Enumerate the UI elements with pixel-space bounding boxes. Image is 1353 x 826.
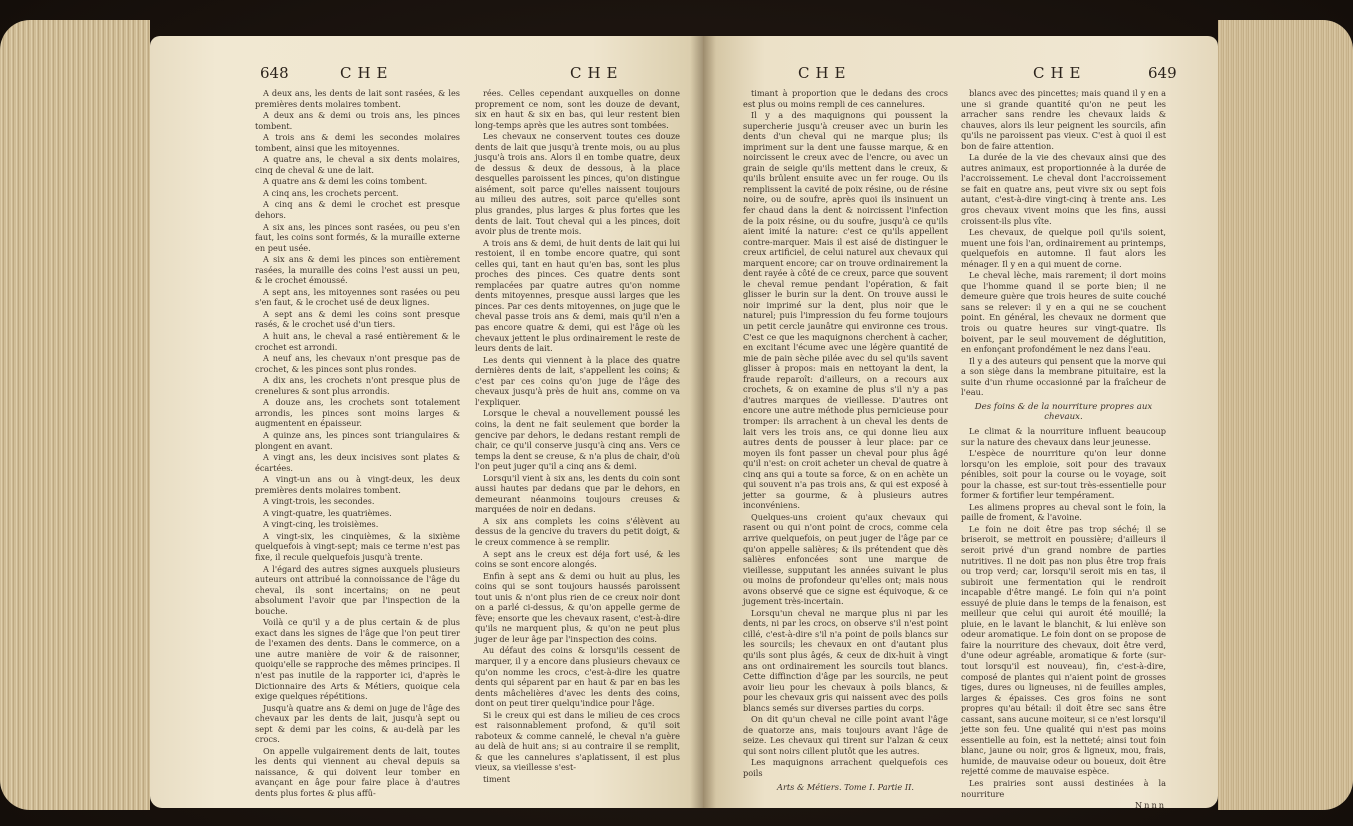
paragraph: La durée de la vie des chevaux ainsi que des autres animaux, est proportionnée à la durée de l'accroissement. Le cheval dont l'accroissement se fait en quatre ans, peut vivre six ou sept fois autant, c'est-à-dire vingt-cinq à trente ans. Les gros chevaux vivent moins que les fins, aussi croissent-ils plus vîte. (961, 152, 1166, 226)
paragraph: A vingt-six, les cinquièmes, & la sixième quelquefois à vingt-sept; mais ce terme n'est pas fixe, il recule quelquefois jusqu'à trente. (255, 530, 460, 562)
paragraph: A trois ans & demi les secondes molaires tombent, ainsi que les mitoyennes. (255, 132, 460, 153)
paragraph: Nnnn (1135, 800, 1166, 808)
paragraph: A vingt-trois, les secondes. (263, 496, 375, 507)
page-number-right: 649 (1148, 64, 1177, 82)
paragraph: A vingt-quatre, les quatrièmes. (263, 507, 392, 518)
running-header-left-2: CHE (570, 64, 624, 82)
paragraph: Les chevaux, de quelque poil qu'ils soient, muent une fois l'an, ordinairement au printemps, quelquefois en automne. Il faut alors les ménager. Il y en a qui muent de corne. (961, 227, 1166, 269)
paragraph: Les maquignons arrachent quelquefois ces poils (743, 757, 948, 778)
paragraph: A cinq ans & demi le crochet est presque dehors. (255, 199, 460, 221)
paragraph: A dix ans, les crochets n'ont presque plus de crenelures & sont plus arrondis. (255, 375, 460, 396)
running-header-left-1: CHE (340, 64, 394, 82)
book-edge-left (0, 20, 150, 810)
text-column (961, 88, 1166, 808)
paragraph: rées. Celles cependant auxquelles on donne proprement ce nom, sont les douze de devant, six en haut & six en bas, qui leur restent bien long-temps après que les autres sont tombées. (475, 88, 680, 130)
paragraph: Lorsque le cheval a nouvellement poussé les coins, la dent ne fait seulement que border la gencive par dehors, le dedans restant rempli de chair, ce qu'il conserve jusqu'à cinq ans. Vers ce temps la dent se creuse, & n'a plus de chair, d'où l'on peut juger qu'il a cinq ans & demi. (475, 408, 680, 472)
paragraph: Le cheval lèche, mais rarement; il dort moins que l'homme quand il se porte bien; il ne demeure guère que trois heures de suite couché sans se relever: il y en a qui ne se couchent point. En général, les chevaux ne dorment que trois ou quatre heures sur vingt-quatre. Ils boivent, par le seul mouvement de déglutition, en enfonçant profondément le nez dans l'eau. (961, 270, 1166, 355)
paragraph: A neuf ans, les chevaux n'ont presque pas de crochet, & les pinces sont plus rondes. (255, 353, 460, 374)
paragraph: Les prairies sont aussi destinées à la nourriture (961, 778, 1166, 799)
paragraph: blancs avec des pincettes; mais quand il y en a une si grande quantité qu'on ne peut les arracher sans rendre les chevaux laids & chauves, alors ils leur peignent les sourcils, afin qu'ils ne paroissent pas vieux. C'est à quoi il est bon de faire attention. (961, 88, 1166, 151)
paragraph: A six ans & demi les pinces son entièrement rasées, la muraille des coins l'est aussi un peu, & le crochet émoussé. (255, 254, 460, 286)
paragraph: A sept ans & demi les coins sont presque rasés, & le crochet usé d'un tiers. (255, 308, 460, 330)
paragraph: Les dents qui viennent à la place des quatre dernières dents de lait, s'appellent les coins; & c'est par ces coins qu'on juge de l'âge des chevaux jusqu'à près de huit ans, comme on va l'expliquer. (475, 354, 680, 407)
paragraph: A douze ans, les crochets sont totalement arrondis, les pinces sont moins larges & augmentent en épaisseur. (255, 397, 460, 429)
text-column (475, 88, 680, 786)
paragraph: A trois ans & demi, de huit dents de lait qui lui restoient, il en tombe encore quatre, qui sont celles qui, tant en haut qu'en bas, sont les plus proches des pinces. Ces quatre dents sont remplacées par quatre autres qu'on nomme dents mitoyennes, presque aussi larges que les pinces. Par ces dents mitoyennes, on juge que le cheval passe trois ans & demi, mais qu'il n'en a pas encore quatre & demi, qui est l'âge où les chevaux jettent le plus ordinairement le reste de leurs dents de lait. (475, 237, 680, 354)
paragraph: A deux ans, les dents de lait sont rasées, & les premières dents molaires tombent. (255, 88, 460, 109)
book-edge-right (1218, 20, 1353, 810)
paragraph: On dit qu'un cheval ne cille point avant l'âge de quatorze ans, mais toujours avant l'âge de seize. Les chevaux qui tirent sur l'alzan & ceux qui sont noirs cillent plutôt que les autres. (743, 714, 948, 756)
paragraph: A six ans, les pinces sont rasées, ou peu s'en faut, les coins sont formés, & la muraille externe en peut usée. (255, 221, 460, 253)
paragraph: Au défaut des coins & lorsqu'ils cessent de marquer, il y a encore dans plusieurs chevaux ce qu'on nomme les crocs, c'est-à-dire les quatre dents qui séparent par en haut & par en bas les dents mâchelières d'avec les dents des coins, dont on peut tirer quelqu'indice pour l'âge. (475, 645, 680, 709)
page-number-left: 648 (260, 64, 289, 82)
paragraph: Les chevaux ne conservent toutes ces douze dents de lait que jusqu'à trente mois, ou au plus jusqu'à trois ans. Alors il en tombe quatre, deux de dessus & deux de dessous, à la place desquelles paroissent les pinces, qu'on distingue aisément, soit parce qu'elles naissent toujours au milieu des autres, soit parce qu'elles sont plus grandes, plus larges & plus fortes que les dents de lait. Tout cheval qui a les pinces, doit avoir plus de trente mois. (475, 131, 680, 237)
paragraph: A sept ans, les mitoyennes sont rasées ou peu s'en faut, & le crochet usé de deux lignes. (255, 286, 460, 308)
paragraph: A vingt-un ans ou à vingt-deux, les deux premières dents molaires tombent. (255, 474, 460, 495)
paragraph: Enfin à sept ans & demi ou huit au plus, les coins qui se sont toujours haussés paroissent tout unis & n'ont plus rien de ce creux noir dont on a parlé ci-dessus, & qu'on appelle germe de fève; ensorte que les chevaux rasent, c'est-à-dire qu'ils ne marquent plus, & qu'on ne peut plus juger de leur âge par l'inspection des coins. (475, 570, 680, 644)
paragraph: A six ans complets les coins s'élèvent au dessus de la gencive du travers du petit doigt, & le creux commence à se remplir. (475, 515, 680, 547)
text-column (743, 88, 948, 793)
paragraph: L'espèce de nourriture qu'on leur donne lorsqu'on les emploie, soit pour des travaux pénibles, soit pour la course ou le voyage, soit pour la chasse, est sur-tout très-essentielle pour former & fortifier leur tempérament. (961, 448, 1166, 501)
paragraph: Lorsqu'il vient à six ans, les dents du coin sont aussi hautes par dedans que par le dehors, en demeurant néanmoins toujours creuses & marquées de noir en dedans. (475, 472, 680, 515)
paragraph: timent (483, 774, 511, 784)
paragraph: Des foins & de la nourriture propres aux chevaux. (974, 401, 1153, 423)
paragraph: Si le creux qui est dans le milieu de ces crocs est raisonnablement profond, & qu'il soit raboteux & comme cannelé, le cheval n'a guère au delà de huit ans; si au contraire il se remplit, & que les cannelures s'aplatissent, il est plus vieux, sa vieillesse s'est- (475, 709, 680, 773)
paragraph: A vingt-cinq, les troisièmes. (263, 519, 379, 530)
book-gutter (690, 36, 716, 808)
paragraph: A quinze ans, les pinces sont triangulaires & plongent en avant. (255, 429, 460, 451)
paragraph: Il y a des auteurs qui pensent que la morve qui a son siège dans la membrane pituitaire, est la suite d'un rhume occasionné par la fraîcheur de l'eau. (961, 355, 1166, 398)
running-header-right-2: CHE (1033, 64, 1087, 82)
paragraph: A quatre ans & demi les coins tombent. (263, 176, 428, 187)
paragraph: Lorsqu'un cheval ne marque plus ni par les dents, ni par les crocs, on observe s'il n'est point cillé, c'est-à-dire s'il n'a point de poils blancs sur les sourcils; les chevaux en ont d'autant plus qu'ils sont plus âgés, & ceux de dix-huit à vingt ans ont ordinairement les sourcils tout blancs. Cette diffinction d'âge par les sourcils, ne peut avoir lieu pour les chevaux à poils blancs, & pour les chevaux gris qui naissent avec des poils blancs semés sur diverses parties du corps. (743, 607, 948, 713)
text-column (255, 88, 460, 800)
paragraph: Il y a des maquignons qui poussent la supercherie jusqu'à creuser avec un burin les dents d'un cheval qui ne marque plus; ils impriment sur la dent une fausse marque, & en noircissent le creux avec de l'encre, ou avec un grain de seigle qu'ils mettent dans le creux, & qu'ils brûlent ensuite avec un fer rouge. Ou ils remplissent la cavité de poix résine, ou de résine noire, ou de soufre, après quoi ils insinuent un fer chaud dans la dent & noircissent l'infection de la poix résine, ou du soufre, jusqu'à ce qu'ils aient imité la nature: c'est ce qu'ils appellent contre-marquer. Mais il est aisé de distinguer le creux artificiel, de celui naturel aux chevaux qui marquent encore; car on trouve ordinairement la dent rayée à côté de ce creux, parce que souvent le cheval remue pendant l'opération, & fait glisser le burin sur la dent. On trouve aussi le noir imprimé sur la dent, plus noir que le naturel; puis l'impression du feu forme toujours un petit cercle jaunâtre qui environne ces trous. C'est ce que les maquignons cherchent à cacher, en excitant l'écume avec une légère quantité de mie de pain sèche pilée avec du sel qu'ils savent glisser à propos: mais en nettoyant la dent, la fraude reparoît: d'ailleurs, on a recours aux crochets, & on examine de plus s'il n'y a pas d'autres marques de vieillesse. D'autres ont encore une autre méthode plus pernicieuse pour tromper: ils arrachent à un cheval les dents de lait vers les trois ans, ce qui donne lieu aux autres dents de pousser à leur place: par ce moyen ils font passer un cheval pour plus âgé qu'il n'est: on croit acheter un cheval de quatre à cinq ans qui a toute sa force, & on en achète un qui souvent n'a pas trois ans, & qui est exposé à jetter sa gourme, & à plusieurs autres inconvéniens. (743, 110, 949, 511)
paragraph: A quatre ans, le cheval a six dents molaires, cinq de cheval & une de lait. (255, 154, 460, 175)
paragraph: A vingt ans, les deux incisives sont plates & écartées. (255, 452, 460, 473)
paragraph: Voilà ce qu'il y a de plus certain & de plus exact dans les signes de l'âge que l'on peut tirer de l'examen des dents. Dans le commerce, on a une autre manière de voir & de raisonner, quoiqu'elle se rapproche des mêmes principes. Il n'est pas inutile de la rapporter ici, d'après le Dictionnaire des Arts & Métiers, quoique cela exige quelques répétitions. (255, 617, 460, 702)
paragraph: Le climat & la nourriture influent beaucoup sur la nature des chevaux dans leur jeunesse. (961, 425, 1166, 447)
paragraph: A sept ans le creux est déja fort usé, & les coins se sont encore alongés. (475, 548, 680, 570)
paragraph: Le foin ne doit être pas trop séché; il se briseroit, se mettroit en poussière; d'ailleurs il seroit privé d'un grand nombre de parties nutritives. Il ne doit pas non plus être trop frais ou trop verd; car, lorsqu'il seroit mis en tas, il subiroit une fermentation qui le rendroit incapable d'être mangé. Le foin qui n'a point essuyé de pluie dans le temps de la fenaison, est meilleur que celui qui auroit été mouillé; la pluie, en le lavant le blanchit, & lui enlève son odeur aromatique. Le foin dont on se propose de faire la nourriture des chevaux, doit être verd, d'une odeur agréable, aromatique & forte (sur-tout lorsqu'il est nouveau), fin, c'est-à-dire, composé de plantes qui n'aient point de grosses tiges, dures ou ligneuses, ni de feuilles amples, larges & épaisses. Ces gros foins ne sont propres qu'au bétail: il doit être sec sans être cassant, sans aucune moiteur, si ce n'est lorsqu'il jette son feu. Une qualité qui n'est pas moins essentielle au foin, est la netteté; ainsi tout foin blanc, jaune ou noir, gros & ligneux, mou, frais, humide, de mauvaise odeur ou boueux, doit être rejetté comme de mauvaise espèce. (961, 523, 1166, 777)
left-page (150, 36, 703, 808)
paragraph: Jusqu'à quatre ans & demi on juge de l'âge des chevaux par les dents de lait, jusqu'à sept ou sept & demi par les coins, & au-delà par les crocs. (255, 702, 460, 745)
paragraph: A huit ans, le cheval a rasé entièrement & le crochet est arrondi. (255, 331, 460, 352)
paragraph: A cinq ans, les crochets percent. (263, 187, 399, 198)
paragraph: Arts & Métiers. Tome I. Partie II. (777, 781, 914, 792)
paragraph: timant à proportion que le dedans des crocs est plus ou moins rempli de ces cannelures. (743, 88, 948, 109)
paragraph: On appelle vulgairement dents de lait, toutes les dents qui viennent au cheval depuis sa naissance, & qui doivent leur tomber en avançant en âge pour faire place à d'autres dents plus fortes & plus affû- (255, 745, 460, 798)
right-page (703, 36, 1218, 808)
paragraph: A l'égard des autres signes auxquels plusieurs auteurs ont attribué la connoissance de l'âge du cheval, ils sont incertains; on ne peut absolument l'avoir que par l'inspection de la bouche. (255, 563, 460, 616)
paragraph: A deux ans & demi ou trois ans, les pinces tombent. (255, 110, 460, 131)
running-header-right-1: CHE (798, 64, 852, 82)
paragraph: Les alimens propres au cheval sont le foin, la paille de froment, & l'avoine. (961, 501, 1166, 523)
paragraph: Quelques-uns croient qu'aux chevaux qui rasent ou qui n'ont point de crocs, comme cela arrive quelquefois, on peut juger de l'âge par ce qu'on appelle salières; & ils prétendent que dès salières enfoncées sont une marque de vieillesse, supputant les années suivant le plus ou moins de profondeur qu'elles ont; mais nous avons observé que ce signe est équivoque, & ce jugement très-incertain. (743, 511, 948, 607)
